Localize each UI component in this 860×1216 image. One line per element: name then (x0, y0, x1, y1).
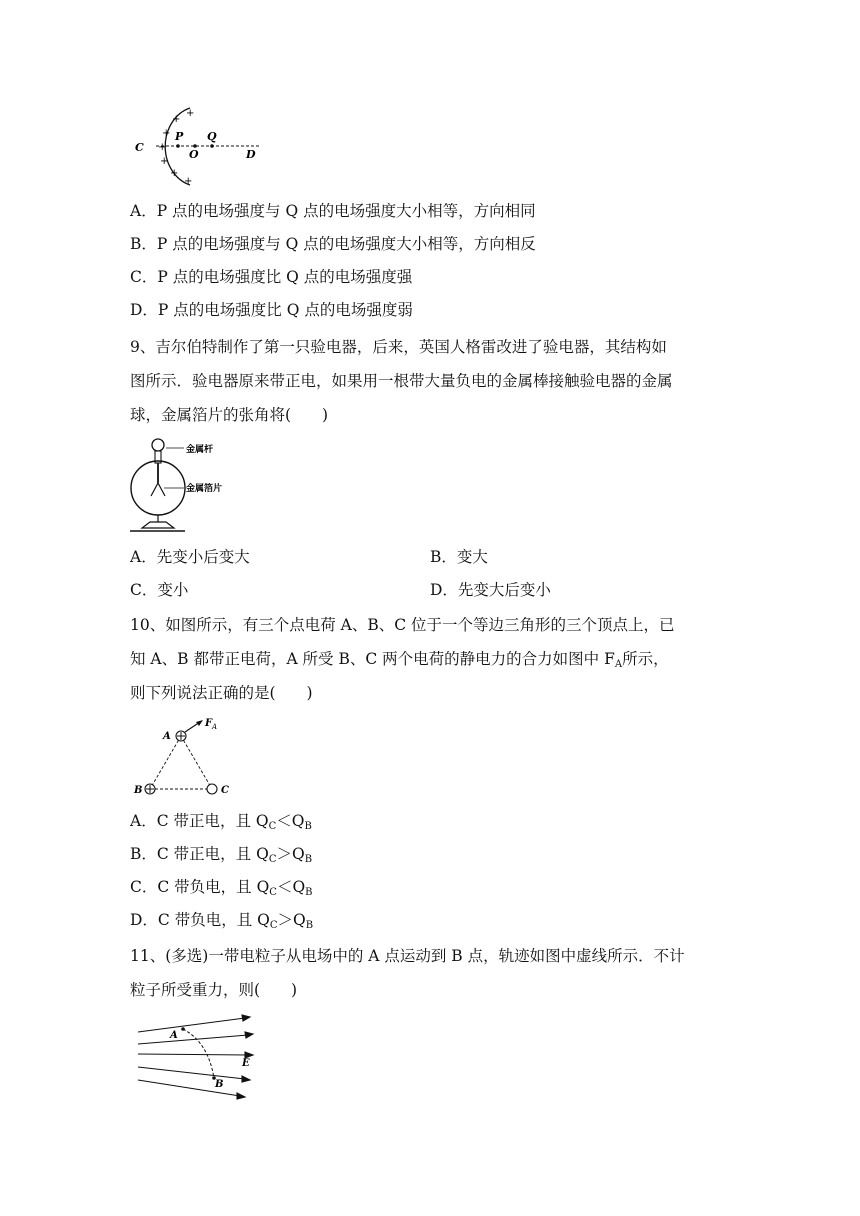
q9-stem-line3: 球，金属箔片的张角将( ) (130, 406, 329, 424)
q9-stem-line2: 图所示．验电器原来带正电，如果用一根带大量负电的金属棒接触验电器的金属 (130, 372, 673, 390)
label-A: A (170, 1030, 178, 1041)
q9-electroscope-figure (130, 436, 260, 536)
q8-option-c: C．P 点的电场强度比 Q 点的电场强度强 (130, 268, 413, 286)
svg-text:+: + (184, 176, 193, 187)
label-B: B (215, 1079, 224, 1090)
label-C: C (135, 141, 144, 154)
label-C: C (221, 785, 229, 796)
q10-stem-line2: 知 A、B 都带正电荷，A 所受 B、C 两个电荷的静电力的合力如图中 $F_A$所示， (130, 650, 669, 670)
q9-option-b: B．变大 (430, 548, 488, 566)
q8-option-a: A．P 点的电场强度与 Q 点的电场强度大小相等，方向相同 (130, 202, 536, 220)
q10-option-d: D．C 带负电，且 $Q_C>Q_B$ (130, 911, 314, 931)
q9-option-c: C．变小 (130, 581, 189, 599)
label-FA: F (205, 718, 213, 729)
q10-option-c: C．C 带负电，且 $Q_C<Q_B$ (130, 878, 313, 898)
q9-option-a: A．先变小后变大 (130, 548, 250, 566)
svg-text:+: + (170, 168, 179, 179)
svg-text:+: + (172, 114, 181, 125)
q8-option-d: D．P 点的电场强度比 Q 点的电场强度弱 (130, 301, 413, 319)
label-B: B (134, 785, 143, 796)
label-A: A (163, 731, 171, 742)
label-metal-rod: 金属杆 (186, 445, 214, 455)
q10-option-a: A．C 带正电，且 $Q_C<Q_B$ (130, 812, 312, 832)
label-P: P (175, 130, 184, 143)
q8-figure (130, 100, 270, 195)
label-E: E (242, 1058, 250, 1069)
label-O: O (189, 148, 199, 161)
q10-option-b: B．C 带正电，且 $Q_C>Q_B$ (130, 845, 313, 865)
q8-option-b: B．P 点的电场强度与 Q 点的电场强度大小相等，方向相反 (130, 235, 536, 253)
label-metal-foil: 金属箔片 (186, 484, 223, 494)
svg-text:+: + (158, 142, 167, 153)
q11-stem-line1: 11、(多选)一带电粒子从电场中的 A 点运动到 B 点，轨迹如图中虚线所示．不计 (130, 947, 685, 965)
q11-field-figure (130, 1010, 260, 1105)
q10-stem-line3: 则下列说法正确的是( ) (130, 684, 313, 702)
svg-text:+: + (186, 108, 195, 119)
q10-triangle-figure (130, 712, 240, 802)
label-D: D (246, 148, 256, 161)
q9-option-d: D．先变大后变小 (430, 581, 551, 599)
q11-stem-line2: 粒子所受重力，则( ) (130, 981, 298, 999)
svg-text:A: A (212, 723, 218, 731)
svg-text:+: + (160, 156, 169, 167)
q9-stem-line1: 9、吉尔伯特制作了第一只验电器，后来，英国人格雷改进了验电器，其结构如 (130, 338, 667, 356)
svg-text:+: + (162, 128, 171, 139)
q10-stem-line1: 10、如图所示，有三个点电荷 A、B、C 位于一个等边三角形的三个顶点上，已 (130, 616, 675, 634)
label-Q: Q (207, 130, 217, 143)
